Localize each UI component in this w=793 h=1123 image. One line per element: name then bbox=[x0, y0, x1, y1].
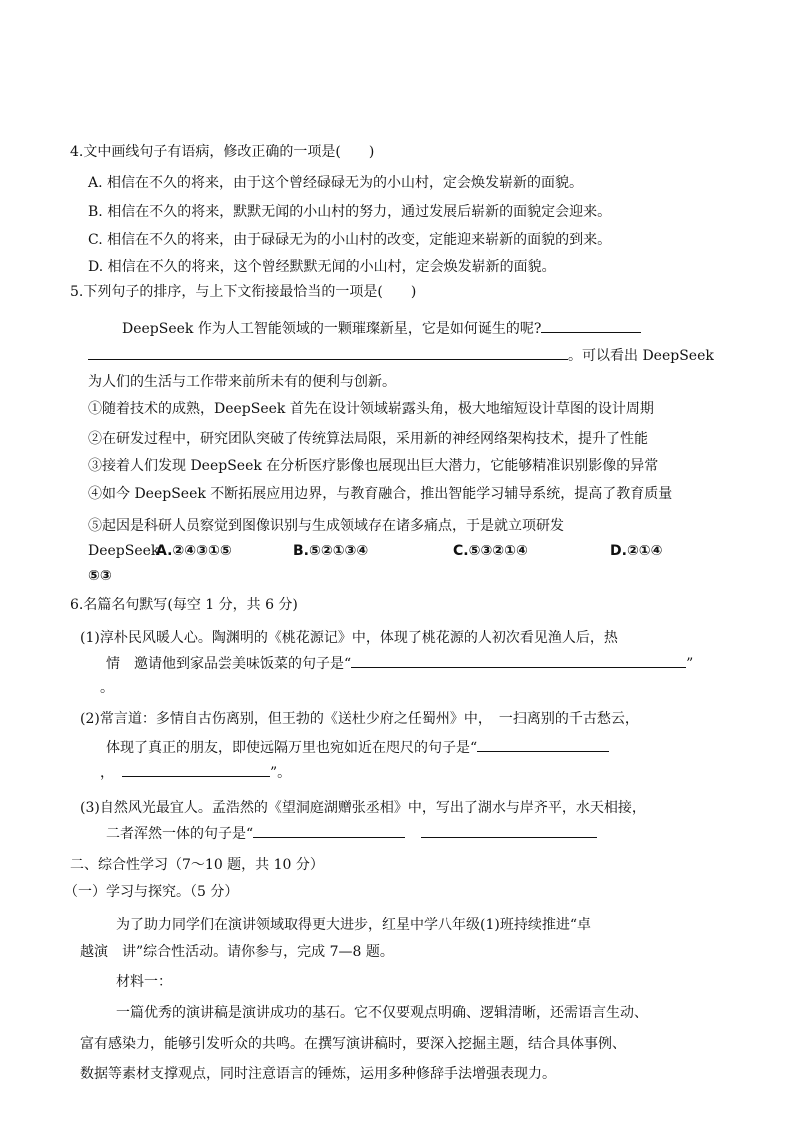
question-4-option-c: C. 相信在不久的将来，由于碌碌无为的小山村的改变，定能迎来崭新的面貌的到来。 bbox=[88, 232, 612, 248]
question-6-item-1-line-2 bbox=[106, 652, 693, 674]
passage-blank-1[interactable] bbox=[541, 317, 641, 333]
item-1-answer-blank[interactable] bbox=[351, 652, 686, 668]
question-5-sentence-5: ⑤起因是科研人员察觉到图像识别与生成领域存在诸多痛点，于是就立项研发 bbox=[88, 518, 564, 534]
question-6-item-1-line-1: (1)淳朴民风暖人心。陶渊明的《桃花源记》中，体现了桃花源的人初次看见渔人后，热 bbox=[80, 630, 618, 646]
item-3-answer-blank-2[interactable] bbox=[421, 822, 597, 838]
item-2-answer-blank-1[interactable] bbox=[477, 736, 609, 752]
passage-text: DeepSeek 作为人工智能领域的一颗璀璨新星，它是如何诞生的呢? bbox=[122, 321, 542, 337]
question-5-passage-line-3: 为人们的生活与工作带来前所未有的便利与创新。 bbox=[88, 374, 396, 390]
question-6-item-2-line-1: (2)常言道：多情自古伤离别，但王勃的《送杜少府之任蜀州》中， 一扫离别的千古愁云， bbox=[80, 711, 639, 727]
item-2-answer-blank-2[interactable] bbox=[122, 761, 270, 777]
item-2-text: 体现了真正的朋友，即使远隔万里也宛如近在咫尺的句子是“ bbox=[106, 740, 478, 756]
question-5-passage-line-2 bbox=[88, 344, 714, 366]
question-6-item-2-line-2 bbox=[106, 736, 609, 758]
question-4-stem: 4.文中画线句子有语病，修改正确的一项是( ) bbox=[70, 144, 375, 160]
question-6-item-2-line-3 bbox=[100, 761, 291, 783]
question-5-sentence-1: ①随着技术的成熟，DeepSeek 首先在设计领域崭露头角，极大地缩短设计草图的设计周期 bbox=[88, 401, 654, 417]
question-4-option-b: B. 相信在不久的将来，默默无闻的小山村的努力，通过发展后崭新的面貌定会迎来。 bbox=[88, 204, 612, 220]
material-line-3: 数据等素材支撑观点，同时注意语言的锤炼，运用多种修辞手法增强表现力。 bbox=[80, 1066, 556, 1082]
section-2-intro-line-2: 越演 讲”综合性活动。请你参与，完成 7—8 题。 bbox=[80, 944, 394, 960]
choice-c[interactable]: C.⑤③②①④ bbox=[453, 543, 528, 559]
question-5-stem: 5.下列句子的排序，与上下文衔接最恰当的一项是( ) bbox=[70, 284, 417, 300]
material-label: 材料一： bbox=[116, 974, 172, 990]
question-5-sentence-4: ④如今 DeepSeek 不断拓展应用边界，与教育融合，推出智能学习辅导系统，提高了教育质量 bbox=[88, 486, 673, 502]
question-6-item-3-line-2 bbox=[106, 822, 597, 844]
passage-blank-2[interactable] bbox=[88, 344, 568, 360]
item-3-text: 二者浑然一体的句子是“ bbox=[106, 826, 254, 842]
item-1-close-quote: ” bbox=[686, 656, 694, 672]
question-5-passage-line-1 bbox=[122, 317, 641, 339]
item-1-text: 情 邀请他到家品尝美味饭菜的句子是“ bbox=[106, 656, 352, 672]
item-2-end-quote: ”。 bbox=[270, 765, 292, 781]
question-5-choices bbox=[88, 541, 663, 561]
question-5-sentence-2: ②在研发过程中，研究团队突破了传统算法局限，采用新的神经网络架构技术，提升了性能 bbox=[88, 431, 648, 447]
choice-d[interactable]: D.②①④ bbox=[610, 543, 663, 559]
question-6-item-1-period: 。 bbox=[100, 680, 114, 696]
passage-text-end: 。可以看出 DeepSeek bbox=[568, 348, 714, 364]
choice-a[interactable]: A.②④③①⑤ bbox=[156, 543, 232, 559]
item-2-comma: ， bbox=[100, 765, 114, 781]
choice-prefix: DeepSeek bbox=[88, 543, 160, 559]
section-2-subheading: （一）学习与探究。（5 分） bbox=[64, 884, 239, 900]
question-6-item-3-line-1: (3)自然风光最宜人。孟浩然的《望洞庭湖赠张丞相》中，写出了湖水与岸齐平，水天相接， bbox=[80, 800, 646, 816]
section-2-heading: 二、综合性学习（7～10 题，共 10 分） bbox=[70, 857, 324, 873]
material-line-2: 富有感染力，能够引发听众的共鸣。在撰写演讲稿时，要深入挖掘主题，结合具体事例、 bbox=[80, 1036, 626, 1052]
question-4-option-d: D. 相信在不久的将来，这个曾经默默无闻的小山村，定会焕发崭新的面貌。 bbox=[88, 259, 556, 275]
item-3-answer-blank-1[interactable] bbox=[253, 822, 405, 838]
question-5-sentence-3: ③接着人们发现 DeepSeek 在分析医疗影像也展现出巨大潜力，它能够精准识别影像的异常 bbox=[88, 458, 659, 474]
section-2-intro-line-1: 为了助力同学们在演讲领域取得更大进步，红星中学八年级(1)班持续推进“卓 bbox=[116, 917, 591, 933]
question-6-stem: 6.名篇名句默写(每空 1 分，共 6 分) bbox=[70, 597, 298, 613]
choice-d-wrap: ⑤③ bbox=[88, 568, 112, 584]
material-line-1: 一篇优秀的演讲稿是演讲成功的基石。它不仅要观点明确、逻辑清晰，还需语言生动、 bbox=[116, 1005, 648, 1021]
choice-b[interactable]: B.⑤②①③④ bbox=[293, 543, 369, 559]
question-4-option-a: A. 相信在不久的将来，由于这个曾经碌碌无为的小山村，定会焕发崭新的面貌。 bbox=[88, 175, 584, 191]
